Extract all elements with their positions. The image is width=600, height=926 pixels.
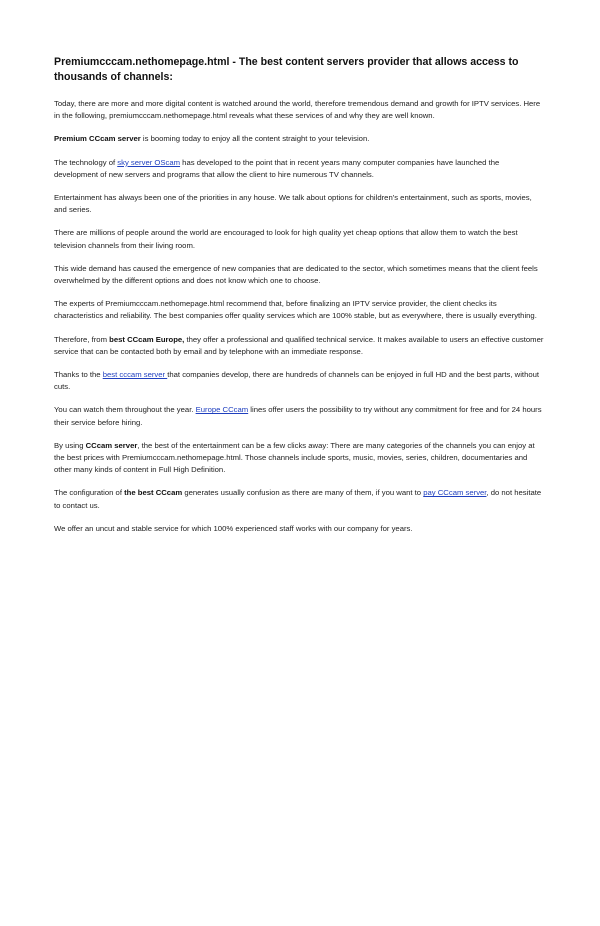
paragraph-text: You can watch them throughout the year. (54, 405, 196, 415)
paragraph-watch (54, 404, 544, 428)
paragraph-text: Thanks to the (54, 370, 103, 380)
paragraph-best-europe (54, 334, 544, 358)
bold-best-cccam-europe: best CCcam Europe, (109, 334, 185, 344)
paragraph-text: has developed to the point that in recent years many computer companies have launched the development of new servers and programs that allow the client to hire numerous TV channels. (54, 157, 500, 179)
paragraph-text: that companies develop, there are hundreds of channels can be enjoyed in full HD and the best parts, without cuts. (54, 370, 540, 392)
paragraph-text: The configuration of (54, 488, 125, 498)
paragraph-offer: We offer an uncut and stable service for which 100% experienced staff works with our company for years. (54, 523, 413, 533)
paragraph-configuration (54, 487, 544, 511)
link-sky-server-oscam[interactable]: sky server OScam (117, 157, 181, 167)
bold-the-best-cccam: the best CCcam (124, 488, 183, 498)
paragraph-entertainment: Entertainment has always been one of the priorities in any house. We talk about options for children's entertainment, such as sports, movies, and series. (54, 193, 532, 215)
paragraph-text: Therefore, from (54, 334, 110, 344)
paragraph-demand: This wide demand has caused the emergence of new companies that are dedicated to the sector, which sometimes means that the client feels overwhelmed by the different options and does not know which one to choose. (54, 263, 538, 286)
paragraph-text: they offer a professional and qualified technical service. It makes available to users an effective customer service that can be contacted both by email and by telephone with an immediate response. (54, 334, 544, 356)
paragraph-experts: The experts of Premiumcccam.nethomepage.html recommend that, before finalizing an IPTV service provider, the client checks its characteristics and reliability. The best companies offer quality services which are 100% stable, but as everywhere, there is usually everything. (54, 299, 537, 321)
link-europe-cccam[interactable]: Europe CCcam (195, 405, 249, 415)
link-best-cccam-server[interactable]: best cccam server (102, 370, 168, 380)
bold-cccam-server: CCcam server (85, 440, 138, 450)
paragraph-text: , do not hesitate to contact us. (54, 488, 542, 510)
paragraph-premium-server (54, 133, 544, 145)
paragraph-intro: Today, there are more and more digital content is watched around the world, therefore tremendous demand and growth for IPTV services. Here in the following, premiumcccam.nethomepage.html reveals what these services of and why they are well known. (54, 99, 541, 121)
paragraph-technology (54, 157, 544, 181)
paragraph-text: , the best of the entertainment can be a few clicks away: There are many categories of the channels you can enjoy at the best prices with Premiumcccam.nethomepage.html. Those channels include sports, music, movies, series, children, documentaries and other many kinds of content in Full High Definition. (54, 440, 535, 475)
document-title: Premiumcccam.nethomepage.html - The best content servers provider that allows access to thousands of channels: (54, 56, 519, 83)
paragraph-cccam-server (54, 440, 544, 477)
paragraph-text: The technology of (54, 157, 118, 167)
paragraph-millions: There are millions of people around the world are encouraged to look for high quality yet cheap options that allow them to watch the best television channels from their living room. (54, 228, 518, 250)
link-pay-cccam-server[interactable]: pay CCcam server (423, 488, 487, 498)
bold-premium-cccam-server: Premium CCcam server (54, 134, 141, 144)
paragraph-text: lines offer users the possibility to try without any commitment for free and for 24 hours their service before hiring. (54, 405, 542, 427)
paragraph-text: By using (54, 440, 86, 450)
paragraph-text: generates usually confusion as there are many of them, if you want to (182, 488, 424, 498)
paragraph-text: is booming today to enjoy all the content straight to your television. (140, 134, 370, 144)
paragraph-thanks (54, 369, 544, 393)
